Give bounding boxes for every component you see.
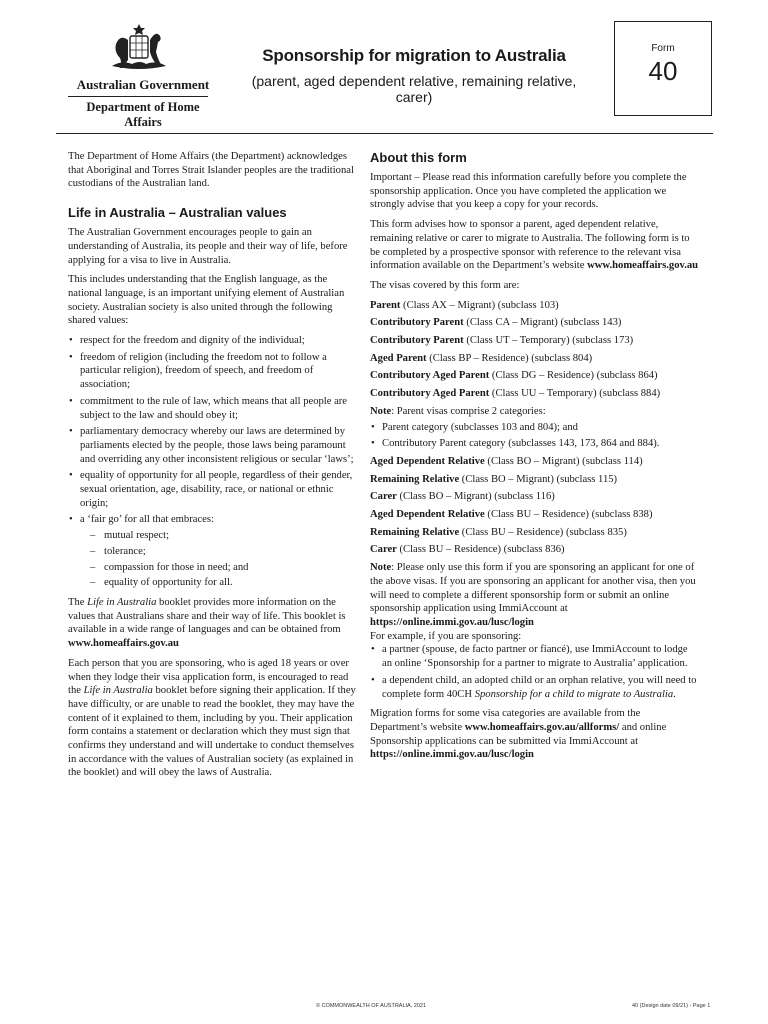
- visas-intro: The visas covered by this form are:: [370, 279, 520, 291]
- visa-item: Aged Parent (Class BP – Residence) (subclass 804): [370, 352, 593, 364]
- form-number: 40: [648, 56, 678, 86]
- visa-item: Contributory Aged Parent (Class DG – Residence) (subclass 864): [370, 370, 658, 382]
- copyright-footer: © COMMONWEALTH OF AUSTRALIA, 2021: [316, 1003, 426, 1009]
- acknowledgement-text: The Department of Home Affairs (the Department) acknowledges that Aboriginal and Torres Strait Islander peoples are the traditional custodians of the Australian land.: [68, 151, 354, 190]
- visa-item: Carer (Class BU – Residence) (subclass 836): [370, 544, 565, 556]
- list-item: – tolerance;: [80, 545, 360, 559]
- list-item: • Contributory Parent category (subclasses 143, 173, 864 and 884).: [370, 437, 700, 451]
- list-item: • freedom of religion (including the freedom not to follow a particular religion), freedom of speech, and freedom of association;: [68, 351, 360, 392]
- visa-item: Carer (Class BO – Migrant) (subclass 116): [370, 491, 555, 503]
- list-item: • respect for the freedom and dignity of the individual;: [68, 334, 360, 348]
- values-shared: This includes understanding that the English language, as the national language, is an important unifying element of Australian society. Australian society is also united through the following shared values:: [68, 274, 345, 327]
- values-intro: The Australian Government encourages people to gain an understanding of Australia, its people and their way of life, before applying for a visa to live in Australia.: [68, 227, 348, 266]
- booklet-title: Life in Australia: [83, 685, 153, 697]
- list-item: • commitment to the rule of law, which means that all people are subject to the law and should obey it;: [68, 395, 360, 422]
- form-advice-paragraph: This form advises how to sponsor a parent, aged dependent relative, remaining relative or carer to migrate to Australia. The following form is to be completed by a prospective sponsor with reference to the relevant visa information available on the Department’s website www.homeaffairs.gov.au: [370, 219, 699, 272]
- list-item: • parliamentary democracy whereby our laws are determined by parliaments elected by the people, those laws being paramount and overriding any other inconsistent religious or secular ‘laws’;: [68, 425, 360, 466]
- department-name: Department of Home Affairs: [86, 100, 200, 129]
- visa-item: Remaining Relative (Class BO – Migrant) (subclass 115): [370, 473, 618, 485]
- note-other-visas: Note: Please only use this form if you are sponsoring an applicant for one of the above visas. If you are sponsoring an applicant for another visa, then you will need to complete a different sponsorship form or submit an online sponsorship application using ImmiAccount at https://online.immi.gov.au/lusc/login For example, if you are sponsoring:: [370, 562, 696, 642]
- form-40ch-title: Sponsorship for a child to migrate to Australia: [474, 688, 674, 700]
- visa-item: Contributory Parent (Class CA – Migrant) (subclass 143): [370, 317, 622, 329]
- government-name: Australian Government: [76, 77, 210, 92]
- list-item: – compassion for those in need; and: [80, 561, 360, 575]
- sponsor-paragraph: Each person that you are sponsoring, who is aged 18 years or over when they lodge their visa application form, is encouraged to read the Life in Australia booklet before signing their application. If they have difficulty, or are unable to read the booklet, they may have the content of it explained to them, including by you. Their application form contains a statement or declaration which they must sign that confirms they understand and will undertake to conduct themselves in accordance with the values of Australian society (as explained in the booklet) and will obey the laws of Australia.: [68, 657, 356, 779]
- visa-item: Aged Dependent Relative (Class BU – Residence) (subclass 838): [370, 509, 653, 521]
- list-item: – equality of opportunity for all.: [80, 576, 360, 590]
- values-list: [68, 334, 360, 590]
- visa-item: Contributory Parent (Class UT – Temporary) (subclass 173): [370, 335, 634, 347]
- note-parent-categories: Note: Parent visas comprise 2 categories:: [370, 405, 546, 417]
- booklet-paragraph: The Life in Australia booklet provides more information on the values that Australians share and their way of life. This booklet is available in a wide range of languages and can be obtained from www.homeaffairs.gov.au: [68, 596, 346, 650]
- coat-of-arms-logo: [104, 22, 174, 74]
- list-item: • a partner (spouse, de facto partner or fiancé), use ImmiAccount to lodge an online ‘Sponsorship for a partner to migrate to Australia’ application.: [370, 643, 700, 670]
- page-title: Sponsorship for migration to Australia: [262, 46, 566, 65]
- categories-list: [370, 421, 700, 451]
- visa-item: Contributory Aged Parent (Class UU – Temporary) (subclass 884): [370, 388, 661, 400]
- fair-go-list: [80, 529, 360, 590]
- about-heading: About this form: [370, 150, 467, 165]
- list-item: • equality of opportunity for all people, regardless of their gender, sexual orientation, age, disability, race, or national or ethnic origin;: [68, 469, 360, 510]
- migration-forms-paragraph: Migration forms for some visa categories are available from the Department’s website www.homeaffairs.gov.au/allforms/ and online Sponsorship applications can be submitted via ImmiAccount at https://online.immi.gov.au/lusc/login: [370, 708, 667, 761]
- homeaffairs-link[interactable]: www.homeaffairs.gov.au: [68, 638, 179, 650]
- example-intro: For example, if you are sponsoring:: [370, 630, 522, 642]
- left-column: [68, 150, 360, 786]
- page-number-footer: 40 (Design date 09/21) - Page 1: [632, 1003, 711, 1009]
- right-column: [370, 150, 700, 768]
- homeaffairs-link[interactable]: www.homeaffairs.gov.au: [587, 260, 699, 272]
- fair-go-intro: a ‘fair go’ for all that embraces:: [80, 514, 214, 526]
- booklet-title: Life in Australia: [87, 596, 157, 608]
- visa-item: Aged Dependent Relative (Class BO – Migrant) (subclass 114): [370, 455, 643, 467]
- header-divider: [56, 133, 713, 134]
- logo-divider: [68, 96, 208, 97]
- examples-list: [370, 643, 700, 701]
- important-paragraph: Important – Please read this information carefully before you complete the sponsorship application. Once you have completed the application we strongly advise that you keep a copy for your records.: [370, 172, 687, 211]
- list-item: – mutual respect;: [80, 529, 360, 543]
- list-item: • Parent category (subclasses 103 and 804); and: [370, 421, 700, 435]
- page-subtitle: (parent, aged dependent relative, remaining relative, carer): [251, 73, 577, 105]
- form-number-box: [614, 21, 712, 116]
- immiaccount-link[interactable]: https://online.immi.gov.au/lusc/login: [370, 749, 534, 761]
- form-label: Form: [651, 43, 675, 54]
- visa-item: Remaining Relative (Class BU – Residence) (subclass 835): [370, 526, 627, 538]
- list-item: [68, 513, 360, 590]
- values-heading: Life in Australia – Australian values: [68, 205, 287, 221]
- list-item: • a dependent child, an adopted child or an orphan relative, you will need to complete form 40CH Sponsorship for a child to migrate to Australia.: [370, 674, 700, 701]
- immiaccount-link[interactable]: https://online.immi.gov.au/lusc/login: [370, 616, 534, 628]
- visa-item: Parent (Class AX – Migrant) (subclass 103): [370, 299, 559, 311]
- allforms-link[interactable]: www.homeaffairs.gov.au/allforms/: [464, 721, 620, 733]
